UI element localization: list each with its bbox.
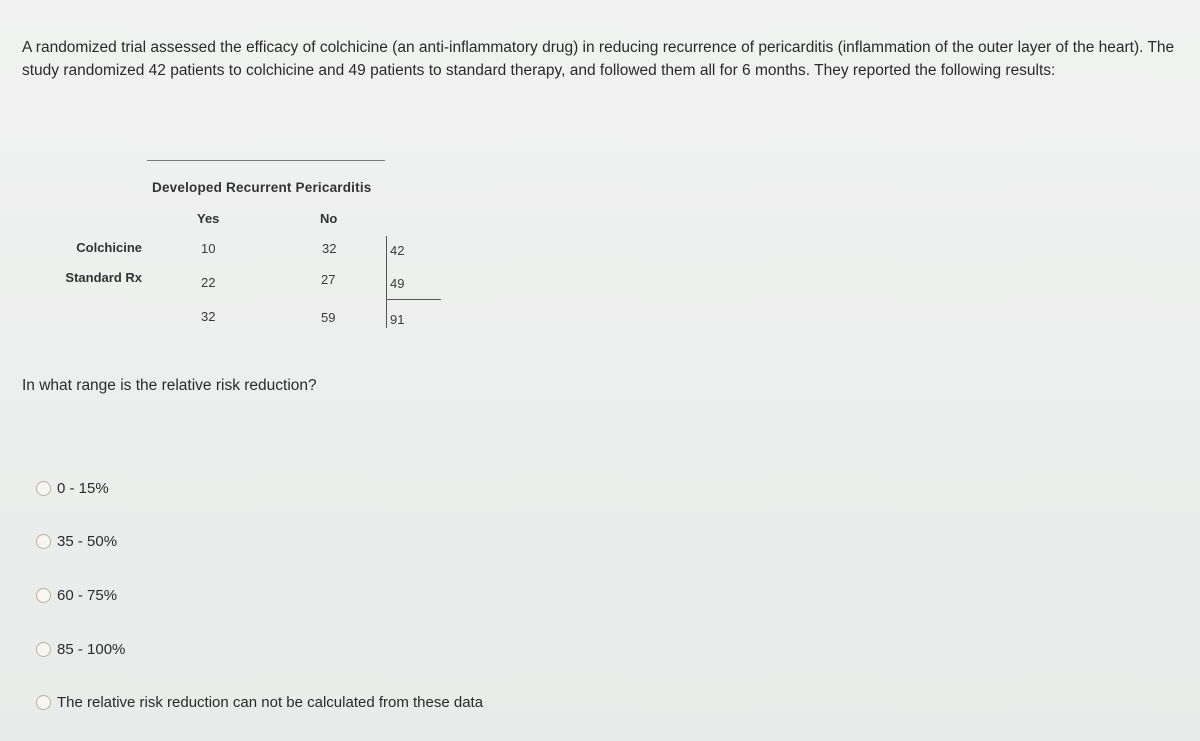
column-header-yes: Yes bbox=[197, 211, 220, 226]
column-header-no: No bbox=[320, 211, 338, 226]
question-text: In what range is the relative risk reduction? bbox=[22, 377, 317, 394]
radio-circle-icon[interactable] bbox=[36, 588, 51, 603]
table-total-divider-horizontal bbox=[386, 299, 441, 300]
cell-colchicine-total: 42 bbox=[390, 243, 405, 258]
option-60-75[interactable] bbox=[36, 587, 117, 604]
radio-circle-icon[interactable] bbox=[36, 534, 51, 549]
cell-standard-no: 27 bbox=[321, 272, 336, 287]
table-title: Developed Recurrent Pericarditis bbox=[152, 180, 372, 195]
row-label-colchicine: Colchicine bbox=[76, 240, 142, 255]
option-0-15[interactable] bbox=[36, 480, 109, 497]
cell-grand-total: 91 bbox=[390, 312, 405, 327]
cell-standard-yes: 22 bbox=[201, 275, 216, 290]
radio-circle-icon[interactable] bbox=[36, 695, 51, 710]
intro-paragraph: A randomized trial assessed the efficacy of colchicine (an anti-inflammatory drug) in reducing recurrence of pericarditis (inflammation of the outer layer of the heart). The study randomized 42 patients to colchicine and 49 patients to standard therapy, and followed them all for 6 months. They reported the following results: bbox=[22, 39, 1175, 79]
table-total-divider-vertical bbox=[386, 236, 387, 328]
cell-colchicine-no: 32 bbox=[322, 241, 337, 256]
row-label-standard-rx: Standard Rx bbox=[65, 270, 142, 285]
option-cannot-calculate[interactable] bbox=[36, 694, 483, 711]
cell-standard-total: 49 bbox=[390, 276, 405, 291]
option-label: 0 - 15% bbox=[57, 480, 109, 497]
cell-total-yes: 32 bbox=[201, 309, 216, 324]
option-label: 35 - 50% bbox=[57, 533, 118, 550]
radio-circle-icon[interactable] bbox=[36, 481, 51, 496]
cell-colchicine-yes: 10 bbox=[201, 241, 216, 256]
option-label: The relative risk reduction can not be calculated from these data bbox=[57, 694, 484, 711]
option-35-50[interactable] bbox=[36, 533, 117, 550]
radio-circle-icon[interactable] bbox=[36, 642, 51, 657]
option-85-100[interactable] bbox=[36, 641, 125, 658]
cell-total-no: 59 bbox=[321, 310, 336, 325]
option-label: 85 - 100% bbox=[57, 641, 126, 658]
option-label: 60 - 75% bbox=[57, 587, 118, 604]
table-top-rule bbox=[147, 160, 385, 161]
